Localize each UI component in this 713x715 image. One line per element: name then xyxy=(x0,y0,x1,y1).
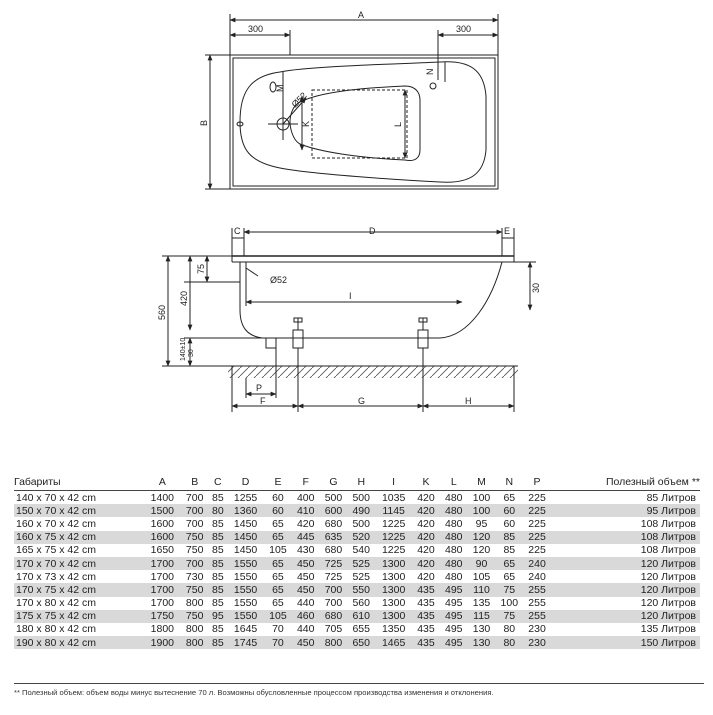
table-cell: 1300 xyxy=(375,570,412,583)
table-cell: 440 xyxy=(292,623,320,636)
table-cell: 1450 xyxy=(227,531,264,544)
table-cell: 480 xyxy=(440,570,468,583)
table-cell: 1700 xyxy=(144,597,181,610)
table-cell: 1700 xyxy=(144,583,181,596)
table-cell: 105 xyxy=(264,610,292,623)
dim-k-label: K xyxy=(301,120,311,127)
table-cell: 135 xyxy=(468,597,496,610)
dim-h-label: H xyxy=(465,396,472,406)
table-cell: 1745 xyxy=(227,636,264,649)
table-cell: 240 xyxy=(523,557,551,570)
table-cell: 85 xyxy=(495,531,523,544)
table-cell: 120 Литров xyxy=(551,597,700,610)
table-row xyxy=(14,504,700,517)
table-cell: 175 x 75 x 42 cm xyxy=(14,610,144,623)
table-cell: 85 xyxy=(209,491,228,505)
table-cell: 1645 xyxy=(227,623,264,636)
table-cell: 635 xyxy=(320,531,348,544)
top-view-labels xyxy=(199,10,471,127)
table-cell: 170 x 73 x 42 cm xyxy=(14,570,144,583)
column-header: F xyxy=(292,474,320,491)
table-cell: 225 xyxy=(523,531,551,544)
table-cell: 420 xyxy=(412,557,440,570)
table-cell: 1255 xyxy=(227,491,264,505)
table-cell: 65 xyxy=(264,583,292,596)
table-cell: 1550 xyxy=(227,583,264,596)
dim-i-label: I xyxy=(349,291,352,301)
table-cell: 450 xyxy=(292,583,320,596)
table-cell: 800 xyxy=(181,623,209,636)
table-cell: 1550 xyxy=(227,570,264,583)
table-cell: 495 xyxy=(440,623,468,636)
leg-right xyxy=(418,330,428,348)
table-cell: 108 Литров xyxy=(551,531,700,544)
table-cell: 225 xyxy=(523,504,551,517)
tub-side-profile xyxy=(240,262,502,338)
dim-c-label: C xyxy=(234,226,241,236)
table-cell: 105 xyxy=(264,544,292,557)
table-cell: 60 xyxy=(264,504,292,517)
tub-inner-rim xyxy=(233,58,495,186)
table-cell: 700 xyxy=(320,597,348,610)
table-cell: 1450 xyxy=(227,544,264,557)
table-cell: 120 xyxy=(468,544,496,557)
table-cell: 705 xyxy=(320,623,348,636)
table-cell: 135 Литров xyxy=(551,623,700,636)
leg-left xyxy=(293,330,303,348)
dim-a-label: A xyxy=(358,10,365,20)
table-cell: 85 xyxy=(209,517,228,530)
table-cell: 120 Литров xyxy=(551,610,700,623)
side-view-labels xyxy=(157,226,541,406)
column-header: I xyxy=(375,474,412,491)
table-cell: 680 xyxy=(320,610,348,623)
column-header: A xyxy=(144,474,181,491)
dim-75-label: 75 xyxy=(196,263,206,274)
table-cell: 65 xyxy=(495,491,523,505)
table-cell: 1650 xyxy=(144,544,181,557)
table-cell: 110 xyxy=(468,583,496,596)
table-row xyxy=(14,570,700,583)
table-cell: 750 xyxy=(181,583,209,596)
table-cell: 1800 xyxy=(144,623,181,636)
table-cell: 495 xyxy=(440,610,468,623)
table-row xyxy=(14,623,700,636)
table-cell: 610 xyxy=(347,610,375,623)
column-header: G xyxy=(320,474,348,491)
dim-e-label: E xyxy=(504,226,511,236)
table-cell: 130 xyxy=(468,623,496,636)
table-cell: 120 Литров xyxy=(551,557,700,570)
table-cell: 225 xyxy=(523,517,551,530)
table-cell: 120 Литров xyxy=(551,570,700,583)
table-cell: 90 xyxy=(468,557,496,570)
column-header: H xyxy=(347,474,375,491)
table-cell: 108 Литров xyxy=(551,517,700,530)
table-cell: 65 xyxy=(495,570,523,583)
table-cell: 1900 xyxy=(144,636,181,649)
table-cell: 140 x 70 x 42 cm xyxy=(14,491,144,505)
table-cell: 100 xyxy=(468,504,496,517)
table-cell: 130 xyxy=(468,636,496,649)
dim-f-label: F xyxy=(260,396,266,406)
table-cell: 75 xyxy=(495,610,523,623)
table-cell: 1225 xyxy=(375,517,412,530)
column-header: Полезный объем ** xyxy=(551,474,700,491)
table-cell: 75 xyxy=(495,583,523,596)
column-header: B xyxy=(181,474,209,491)
table-cell: 460 xyxy=(292,610,320,623)
table-cell: 420 xyxy=(412,504,440,517)
table-cell: 490 xyxy=(347,504,375,517)
table-cell: 170 x 75 x 42 cm xyxy=(14,583,144,596)
table-cell: 750 xyxy=(181,610,209,623)
table-cell: 420 xyxy=(412,517,440,530)
dim-560-label: 560 xyxy=(157,304,167,320)
table-cell: 600 xyxy=(320,504,348,517)
table-cell: 65 xyxy=(264,531,292,544)
table-cell: 95 xyxy=(468,517,496,530)
dim-n-label: N xyxy=(425,68,435,75)
table-cell: 1225 xyxy=(375,531,412,544)
table-cell: 800 xyxy=(181,636,209,649)
table-cell: 1400 xyxy=(144,491,181,505)
table-cell: 1300 xyxy=(375,583,412,596)
footnote: ** Полезный объем: объем воды минус вытеснение 70 л. Возможны обусловленные процессом производства изменения и отклонения. xyxy=(14,683,704,697)
table-cell: 85 xyxy=(209,623,228,636)
table-cell: 85 xyxy=(209,544,228,557)
table-cell: 1145 xyxy=(375,504,412,517)
table-row xyxy=(14,597,700,610)
table-cell: 435 xyxy=(412,597,440,610)
table-cell: 1465 xyxy=(375,636,412,649)
table-cell: 60 xyxy=(264,491,292,505)
table-cell: 480 xyxy=(440,504,468,517)
side-view xyxy=(162,228,536,412)
dim-d-label: D xyxy=(369,226,376,236)
table-cell: 1550 xyxy=(227,610,264,623)
drain-dia-side-label: Ø52 xyxy=(270,275,288,285)
table-cell: 525 xyxy=(347,570,375,583)
dim-m-label: M xyxy=(275,84,285,92)
table-cell: 160 x 70 x 42 cm xyxy=(14,517,144,530)
table-cell: 435 xyxy=(412,583,440,596)
table-cell: 225 xyxy=(523,491,551,505)
table-cell: 80 xyxy=(495,623,523,636)
table-cell: 150 x 70 x 42 cm xyxy=(14,504,144,517)
column-header: Габариты xyxy=(14,474,144,491)
table-cell: 1450 xyxy=(227,517,264,530)
table-cell: 95 Литров xyxy=(551,504,700,517)
table-cell: 700 xyxy=(181,557,209,570)
table-cell: 85 xyxy=(209,597,228,610)
table-cell: 500 xyxy=(347,517,375,530)
table-cell: 115 xyxy=(468,610,496,623)
table-cell: 1700 xyxy=(144,557,181,570)
table-cell: 500 xyxy=(320,491,348,505)
table-cell: 65 xyxy=(264,570,292,583)
column-header: N xyxy=(495,474,523,491)
table-cell: 750 xyxy=(181,544,209,557)
dim-30-right-label: 30 xyxy=(531,282,541,293)
table-row xyxy=(14,636,700,649)
table-cell: 680 xyxy=(320,517,348,530)
table-cell: 1750 xyxy=(144,610,181,623)
drain-dia-label: Ø52 xyxy=(289,90,309,110)
table-cell: 480 xyxy=(440,531,468,544)
dim-b-label: B xyxy=(199,119,209,126)
top-view xyxy=(205,14,498,189)
table-cell: 480 xyxy=(440,517,468,530)
table-cell: 85 Литров xyxy=(551,491,700,505)
table-cell: 1700 xyxy=(144,570,181,583)
table-cell: 435 xyxy=(412,610,440,623)
table-row xyxy=(14,531,700,544)
table-cell: 255 xyxy=(523,610,551,623)
table-cell: 495 xyxy=(440,583,468,596)
table-cell: 410 xyxy=(292,504,320,517)
table-cell: 165 x 75 x 42 cm xyxy=(14,544,144,557)
table-cell: 1600 xyxy=(144,517,181,530)
table-cell: 480 xyxy=(440,557,468,570)
table-cell: 1300 xyxy=(375,557,412,570)
table-cell: 420 xyxy=(412,570,440,583)
table-cell: 725 xyxy=(320,557,348,570)
table-cell: 440 xyxy=(292,597,320,610)
table-cell: 420 xyxy=(292,517,320,530)
dim-l-label: L xyxy=(393,121,403,127)
table-cell: 85 xyxy=(209,570,228,583)
table-cell: 70 xyxy=(264,623,292,636)
table-cell: 540 xyxy=(347,544,375,557)
table-cell: 190 x 80 x 42 cm xyxy=(14,636,144,649)
table-cell: 700 xyxy=(181,517,209,530)
dim-p-label: P xyxy=(256,383,263,393)
table-cell: 255 xyxy=(523,597,551,610)
table-cell: 85 xyxy=(495,544,523,557)
table-cell: 450 xyxy=(292,636,320,649)
table-cell: 550 xyxy=(347,583,375,596)
table-row xyxy=(14,517,700,530)
table-cell: 255 xyxy=(523,583,551,596)
table-cell: 750 xyxy=(181,531,209,544)
table-cell: 1300 xyxy=(375,610,412,623)
table-cell: 1360 xyxy=(227,504,264,517)
table-cell: 420 xyxy=(412,531,440,544)
table-cell: 65 xyxy=(264,557,292,570)
table-cell: 1225 xyxy=(375,544,412,557)
table-cell: 430 xyxy=(292,544,320,557)
table-cell: 1550 xyxy=(227,557,264,570)
dim-g-label: G xyxy=(358,396,366,406)
column-header: E xyxy=(264,474,292,491)
table-cell: 730 xyxy=(181,570,209,583)
table-row xyxy=(14,583,700,596)
table-row xyxy=(14,557,700,570)
table-cell: 500 xyxy=(347,491,375,505)
table-cell: 700 xyxy=(181,491,209,505)
table-cell: 445 xyxy=(292,531,320,544)
table-cell: 1550 xyxy=(227,597,264,610)
table-cell: 1500 xyxy=(144,504,181,517)
table-cell: 650 xyxy=(347,636,375,649)
table-cell: 70 xyxy=(264,636,292,649)
table-cell: 700 xyxy=(181,504,209,517)
table-cell: 420 xyxy=(412,544,440,557)
table-cell: 520 xyxy=(347,531,375,544)
table-cell: 100 xyxy=(468,491,496,505)
dim-300-left-label: 300 xyxy=(248,24,264,34)
column-header: L xyxy=(440,474,468,491)
table-cell: 700 xyxy=(320,583,348,596)
table-cell: 60 xyxy=(495,504,523,517)
table-cell: 170 x 80 x 42 cm xyxy=(14,597,144,610)
table-row xyxy=(14,544,700,557)
pin-circle xyxy=(430,83,436,89)
table-cell: 240 xyxy=(523,570,551,583)
table-cell: 680 xyxy=(320,544,348,557)
table-cell: 1035 xyxy=(375,491,412,505)
table-cell: 450 xyxy=(292,557,320,570)
table-row xyxy=(14,610,700,623)
table-cell: 1350 xyxy=(375,623,412,636)
table-cell: 435 xyxy=(412,636,440,649)
dim-30-side-label: 30 xyxy=(188,349,195,357)
table-body xyxy=(14,491,700,650)
table-cell: 160 x 75 x 42 cm xyxy=(14,531,144,544)
table-cell: 85 xyxy=(209,636,228,649)
column-header: C xyxy=(209,474,228,491)
dim-300-right-label: 300 xyxy=(456,24,472,34)
table-cell: 65 xyxy=(264,517,292,530)
table-cell: 80 xyxy=(209,504,228,517)
table-cell: 80 xyxy=(495,636,523,649)
table-cell: 180 x 80 x 42 cm xyxy=(14,623,144,636)
table-cell: 800 xyxy=(181,597,209,610)
table-cell: 85 xyxy=(209,531,228,544)
table-cell: 85 xyxy=(209,557,228,570)
table-cell: 725 xyxy=(320,570,348,583)
table-cell: 100 xyxy=(495,597,523,610)
table-cell: 95 xyxy=(209,610,228,623)
table-cell: 525 xyxy=(347,557,375,570)
table-cell: 435 xyxy=(412,623,440,636)
table-cell: 800 xyxy=(320,636,348,649)
column-header: P xyxy=(523,474,551,491)
table-cell: 120 Литров xyxy=(551,583,700,596)
table-cell: 450 xyxy=(292,570,320,583)
column-header: D xyxy=(227,474,264,491)
table-cell: 480 xyxy=(440,544,468,557)
dim-420-label: 420 xyxy=(179,290,189,306)
table-cell: 105 xyxy=(468,570,496,583)
table-cell: 655 xyxy=(347,623,375,636)
table-header-row xyxy=(14,474,700,491)
table-cell: 60 xyxy=(495,517,523,530)
table-cell: 120 xyxy=(468,531,496,544)
floor-hatch xyxy=(228,366,518,378)
table-cell: 420 xyxy=(412,491,440,505)
column-header: M xyxy=(468,474,496,491)
table-cell: 170 x 70 x 42 cm xyxy=(14,557,144,570)
table-cell: 230 xyxy=(523,636,551,649)
table-cell: 560 xyxy=(347,597,375,610)
table-cell: 1300 xyxy=(375,597,412,610)
table-row xyxy=(14,491,700,505)
table-cell: 65 xyxy=(264,597,292,610)
table-cell: 225 xyxy=(523,544,551,557)
table-cell: 495 xyxy=(440,597,468,610)
table-cell: 108 Литров xyxy=(551,544,700,557)
table-cell: 65 xyxy=(495,557,523,570)
table-cell: 400 xyxy=(292,491,320,505)
table-cell: 150 Литров xyxy=(551,636,700,649)
table-cell: 495 xyxy=(440,636,468,649)
table-cell: 230 xyxy=(523,623,551,636)
table-cell: 480 xyxy=(440,491,468,505)
dim-140-label: 140±10 xyxy=(180,337,187,361)
table-cell: 1600 xyxy=(144,531,181,544)
dimensions-table xyxy=(14,474,700,649)
tub-outer-rim xyxy=(230,55,498,189)
table-cell: 85 xyxy=(209,583,228,596)
column-header: K xyxy=(412,474,440,491)
